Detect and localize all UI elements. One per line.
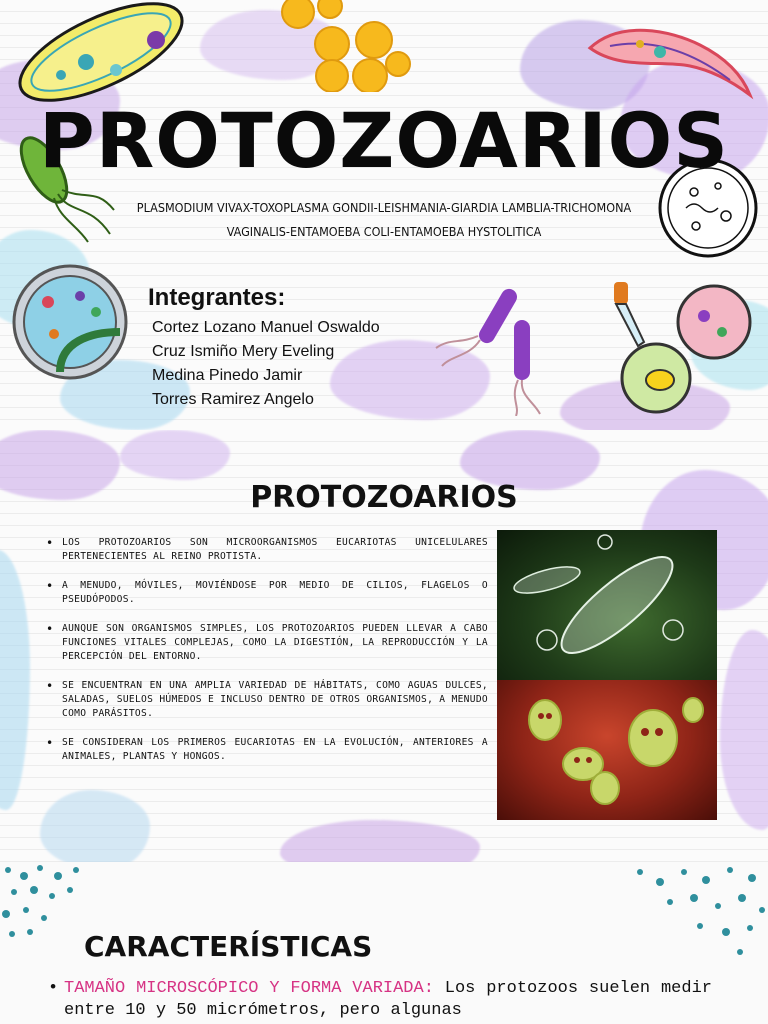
definition-bullets (46, 536, 488, 779)
characteristic-text: Los protozoos suelen medir entre 10 y 50 micrómetros, pero algunas (64, 979, 712, 1020)
definition-slide (0, 430, 768, 862)
bullet-item: • LOS PROTOZOARIOS SON MICROORGANISMOS EUCARIOTAS UNICELULARES PERTENECIENTES AL REINO PROTISTA. (46, 536, 488, 564)
watercolor-blob (0, 550, 30, 810)
giardia-photo (497, 680, 717, 820)
title-slide (0, 0, 768, 430)
watercolor-blob (280, 820, 480, 862)
member-name: Cruz Ismiño Mery Eveling (152, 343, 335, 360)
watercolor-blob (40, 790, 150, 862)
giardia-icon (497, 680, 717, 820)
dots-pattern-icon (600, 862, 768, 962)
bullet-item: • AUNQUE SON ORGANISMOS SIMPLES, LOS PROTOZOARIOS PUEDEN LLEVAR A CABO FUNCIONES VITALES COMPLEJAS, COMO LA DIGESTIÓN, LA REPRODUCCIÓN Y LA PERCEPCIÓN DEL ENTORNO. (46, 622, 488, 664)
section-title: PROTOZOARIOS (250, 480, 518, 515)
bullet-item: • SE CONSIDERAN LOS PRIMEROS EUCARIOTAS EN LA EVOLUCIÓN, ANTERIORES A ANIMALES, PLANTAS Y HONGOS. (46, 736, 488, 764)
watercolor-blob (120, 430, 230, 480)
paramecium-icon (6, 0, 190, 108)
member-name: Medina Pinedo Jamir (152, 367, 303, 384)
species-list: PLASMODIUM VIVAX-TOXOPLASMA GONDII-LEISHMANIA-GIARDIA LAMBLIA-TRICHOMONA VAGINALIS-ENTAMOEBA COLI-ENTAMOEBA HYSTOLITICA (136, 200, 632, 239)
member-name: Torres Ramirez Angelo (152, 391, 314, 408)
characteristic-item (48, 978, 712, 1022)
dropper-petri-icon (604, 282, 754, 418)
watercolor-blob (720, 630, 768, 830)
member-name: Cortez Lozano Manuel Oswaldo (152, 319, 380, 336)
main-title: PROTOZOARIOS (39, 96, 729, 185)
paramecium-photo (497, 530, 717, 680)
bullet-item: • SE ENCUENTRAN EN UNA AMPLIA VARIEDAD DE HÁBITATS, COMO AGUAS DULCES, SALADAS, SUELOS HÚMEDOS E INCLUSO DENTRO DE OTROS ORGANISMOS, A MENUDO COMO PARÁSITOS. (46, 679, 488, 721)
characteristics-slide (0, 862, 768, 1024)
cell-culture-icon (10, 262, 130, 382)
section-title: CARACTERÍSTICAS (84, 930, 373, 963)
characteristic-highlight: TAMAÑO MICROSCÓPICO Y FORMA VARIADA: (64, 979, 434, 998)
bullet-item: • A MENUDO, MÓVILES, MOVIÉNDOSE POR MEDIO DE CILIOS, FLAGELOS O PSEUDÓPODOS. (46, 579, 488, 607)
bacilli-icon (430, 286, 550, 416)
members-heading: Integrantes: (148, 284, 286, 311)
members-list (152, 316, 380, 412)
bullet-marker: • (48, 979, 59, 998)
paramecium-icon (497, 530, 717, 680)
cocci-cluster-icon (262, 0, 412, 92)
